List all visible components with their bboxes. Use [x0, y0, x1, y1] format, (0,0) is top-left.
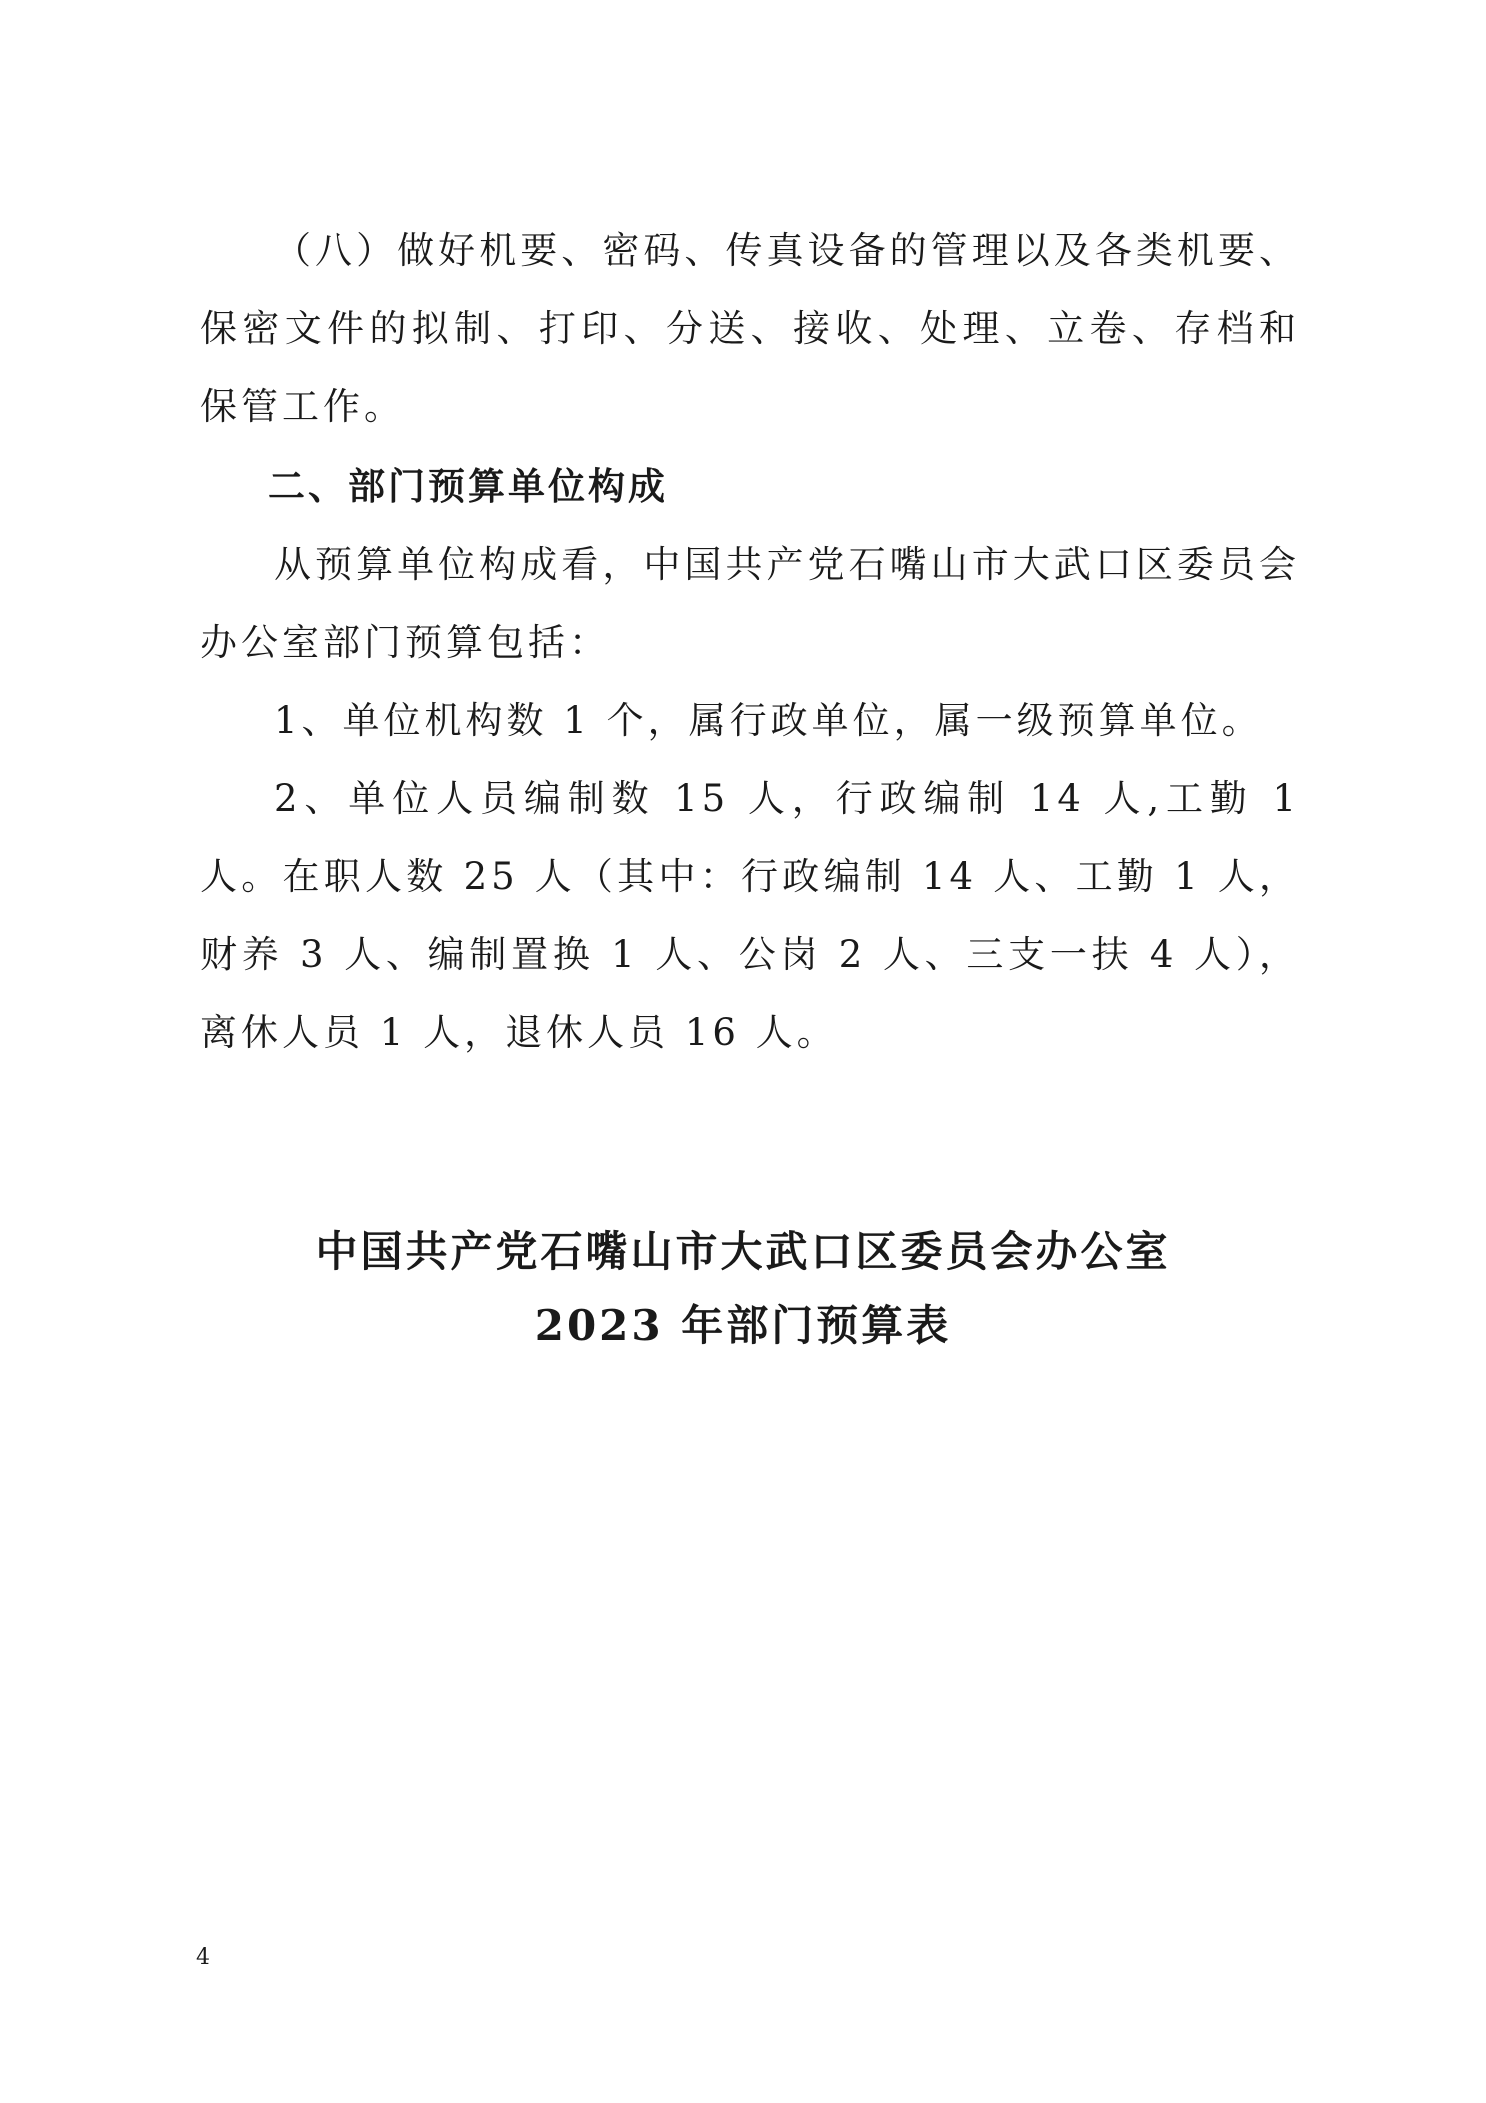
- table-title-line-1: 中国共产党石嘴山市大武口区委员会办公室: [315, 1227, 1171, 1276]
- paragraph-item-8: （八）做好机要、密码、传真设备的管理以及各类机要、保密文件的拟制、打印、分送、接收、处理、立卷、存档和保管工作。: [200, 229, 1300, 428]
- paragraph-composition-1: 1、单位机构数 1 个，属行政单位，属一级预算单位。: [274, 699, 1263, 742]
- table-title-line-2: 2023 年部门预算表: [534, 1301, 952, 1350]
- page-number: 4: [196, 1945, 210, 1970]
- section-heading: 二、部门预算单位构成: [268, 465, 668, 508]
- paragraph-composition-intro: 从预算单位构成看，中国共产党石嘴山市大武口区委员会办公室部门预算包括：: [200, 543, 1300, 664]
- paragraph-composition-2: 2、单位人员编制数 15 人，行政编制 14 人,工勤 1 人。在职人数 25 人（其中：行政编制 14 人、工勤 1 人，财养 3 人、编制置换 1 人、公岗 2 人、三支一扶 4 人），离休人员 1 人，退休人员 16 人。: [200, 777, 1300, 1054]
